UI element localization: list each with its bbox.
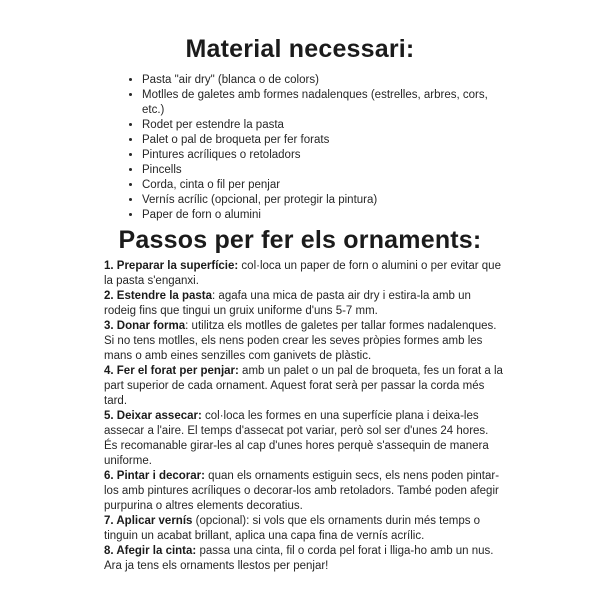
step-paragraph	[104, 469, 504, 514]
step-label: 5. Deixar assecar:	[104, 410, 202, 422]
materials-list-item: • Rodet per estendre la pasta	[142, 118, 508, 133]
step-label: 3. Donar forma	[104, 320, 186, 332]
step-text: col·loca un paper de forn o alumini o per evitar que la pasta s'enganxi.	[104, 260, 501, 287]
materials-list-item: • Vernís acrílic (opcional, per protegir la pintura)	[142, 193, 508, 208]
step-label: 6. Pintar i decorar:	[104, 470, 205, 482]
step-paragraph	[104, 544, 504, 574]
step-label: 7. Aplicar vernís	[104, 515, 193, 527]
step-label: 4. Fer el forat per penjar:	[104, 365, 239, 377]
steps-list	[104, 259, 504, 574]
step-paragraph	[104, 319, 504, 364]
step-paragraph	[104, 289, 504, 319]
step-label: 8. Afegir la cinta:	[104, 545, 197, 557]
step-text: col·loca les formes en una superfície plana i deixa-les assecar a l'aire. El temps d'assecat pot variar, però sol ser d'unes 24 hores. És recomanable girar-les al cap d'unes hores perquè s'assequin de manera uniforme.	[104, 410, 489, 467]
step-text: : agafa una mica de pasta air dry i estira-la amb un rodeig fins que tingui un gruix uniforme d'uns 5-7 mm.	[104, 290, 471, 317]
step-text: amb un palet o un pal de broqueta, fes un forat a la part superior de cada ornament. Aquest forat serà per passar la corda més tard.	[104, 365, 503, 407]
materials-list-item: • Pasta "air dry" (blanca o de colors)	[142, 73, 508, 88]
step-paragraph	[104, 409, 504, 469]
step-paragraph	[104, 259, 504, 289]
materials-list	[128, 73, 508, 223]
materials-list-item: • Palet o pal de broqueta per fer forats	[142, 133, 508, 148]
materials-list-item: • Pincells	[142, 163, 508, 178]
materials-list-item: • Motlles de galetes amb formes nadalenques (estrelles, arbres, cors, etc.)	[142, 88, 508, 118]
step-label: 1. Preparar la superfície:	[104, 260, 239, 272]
materials-list-item: • Corda, cinta o fil per penjar	[142, 178, 508, 193]
step-label: 2. Estendre la pasta	[104, 290, 213, 302]
step-text: quan els ornaments estiguin secs, els nens poden pintar-los amb pintures acríliques o decorar-los amb retoladors. També poden afegir purpurina o altres elements decoratius.	[104, 470, 500, 512]
step-text: passa una cinta, fil o corda pel forat i lliga-ho amb un nus. Ara ja tens els ornaments llestos per penjar!	[104, 545, 494, 572]
step-text: (opcional): si vols que els ornaments durin més temps o tinguin un acabat brillant, aplica una capa fina de vernís acrílic.	[104, 515, 481, 542]
steps-heading: Passos per fer els ornaments:	[118, 226, 482, 254]
step-text: : utilitza els motlles de galetes per tallar formes nadalenques. Si no tens motlles, els nens poden crear les seves pròpies formes amb les mans o amb eines senzilles com ganivets de plàstic.	[104, 320, 497, 362]
step-paragraph	[104, 514, 504, 544]
materials-heading: Material necessari:	[185, 35, 415, 63]
step-paragraph	[104, 364, 504, 409]
materials-list-item: • Pintures acríliques o retoladors	[142, 148, 508, 163]
materials-list-item: • Paper de forn o alumini	[142, 208, 508, 223]
